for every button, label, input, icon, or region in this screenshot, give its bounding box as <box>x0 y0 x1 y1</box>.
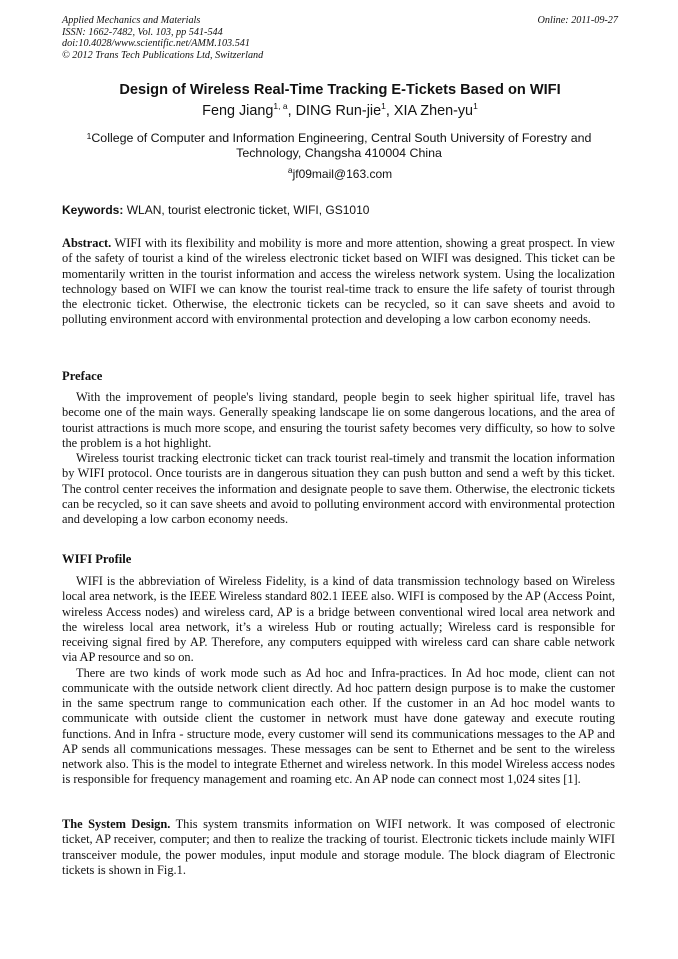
affiliation-text: College of Computer and Information Engineering, Central South University of Forestry and Technology, Changsha 410004 China <box>91 131 592 161</box>
author-name: DING Run-jie <box>295 103 382 119</box>
abstract <box>62 236 615 328</box>
email-superscript: a <box>287 165 293 175</box>
keywords-text: WLAN, tourist electronic ticket, WIFI, GS1010 <box>126 203 370 217</box>
author-email <box>40 167 640 181</box>
section-heading-wifi-profile: WIFI Profile <box>62 552 132 566</box>
author-superscript: 1, a <box>273 101 288 111</box>
system-design-label: The System Design. <box>62 817 171 831</box>
online-date: Online: 2011-09-27 <box>537 15 618 26</box>
author-superscript: 1 <box>473 101 478 111</box>
author-list: Feng Jiang$^{1, a}$, DING Run-jie$^1$, XIA Zhen-$yu^1$ <box>202 101 478 119</box>
keywords-label: Keywords: <box>62 203 124 217</box>
journal-name: Applied Mechanics and Materials <box>62 15 201 26</box>
keywords <box>62 203 618 217</box>
email-address[interactable]: jf09mail@163.com <box>292 167 393 181</box>
copyright-line: © 2012 Trans Tech Publications Ltd, Switzerland <box>62 49 264 61</box>
paragraph: Wireless tourist tracking electronic ticket can track tourist real-timely and transmit the location information by WIFI protocol. Once tourists are in dangerous situation they can push button and send a weft by this ticket. The control center receives the information and designate people to save them. Otherwise, the electronic tickets can be recycled, so it can save sheets and avoid to polluting environment accord with environmental protection and developing a low carbon economy needs. <box>62 451 615 526</box>
section-heading-preface: Preface <box>62 369 103 383</box>
system-design-section <box>62 817 615 878</box>
affiliation <box>74 131 604 162</box>
issn-line: ISSN: 1662-7482, Vol. 103, pp 541-544 <box>62 26 223 38</box>
author-superscript: 1 <box>381 101 386 111</box>
doi-line[interactable]: doi:10.4028/www.scientific.net/AMM.103.541 <box>62 38 250 50</box>
paragraph: With the improvement of people's living standard, people begin to seek higher spiritual life, travel has become one of the main ways. Generally speaking landscape lie on some dangerous locations, and the area of tourist attractions is much more scope, and ensuring the tourist safety becomes very difficulty, so how to solve the problem is a hot highlight. <box>62 390 615 450</box>
wifi-profile-section <box>62 574 615 788</box>
paper-title: Design of Wireless Real-Time Tracking E-Tickets Based on WIFI <box>119 82 561 98</box>
affiliation-superscript: 1 <box>86 131 92 141</box>
abstract-label: Abstract. <box>62 236 112 250</box>
author-name: XIA Zhen-yu <box>393 103 474 119</box>
preface-section <box>62 390 615 527</box>
paragraph: WIFI is the abbreviation of Wireless Fidelity, is a kind of data transmission technology based on Wireless local area network, is the IEEE Wireless standard 802.1 IEEE also. WIFI is composed by the AP (Access Point, wireless Access nodes) and wireless card, AP is a bridge between conventional wired local area network and the wireless local area network, it’s a wireless Hub or routing actually; Wireless card is responsible for receiving signal fired by AP. Therefore, any computers equipped with wireless card can share cable network via AP resource and so on. <box>62 574 615 665</box>
abstract-text: WIFI with its flexibility and mobility is more and more attention, showing a great prospect. In view of the safety of tourist a kind of the wireless electronic ticket based on WIFI was designed. This ticket can be momentarily written in the tourist information and access the wireless network system. Using the localization technology based on WIFI we can know the tourist real-time track to ensure the life safety of tourist through the electronic ticket. Otherwise, the electronic tickets can be recycled, so it can save sheets and avoid to polluting environment accord with environmental protection and developing a low carbon economy needs. <box>62 236 616 327</box>
journal-header <box>62 15 618 61</box>
author-name: Feng Jiang <box>202 103 274 119</box>
paragraph: There are two kinds of work mode such as Ad hoc and Infra-practices. In Ad hoc mode, client can not communicate with the outside network client directly. Ad hoc pattern design purpose is to make the customer in the same spectrum range to communication each other. If the customer in an Ad hoc model wants to communicate with outside client the customer in network must have done gateway and execute routing functions. And in Infra - structure mode, every customer will send its communications messages to the AP and AP sends all communications messages. These messages can be sent to Ethernet and be sent to the wireless network also. This is the model to integrate Ethernet and wireless network. In this model Wireless access nodes is responsible for frequency management and roaming etc. An AP node can connect most 1,024 sites [1]. <box>62 665 615 787</box>
system-design-text: This system transmits information on WIFI network. It was composed of electronic ticket, AP receiver, computer; and then to realize the tracking of tourist. Electronic tickets include mainly WIFI transceiver module, the power modules, input module and storage module. The block diagram of Electronic tickets is shown in Fig.1. <box>62 817 616 877</box>
